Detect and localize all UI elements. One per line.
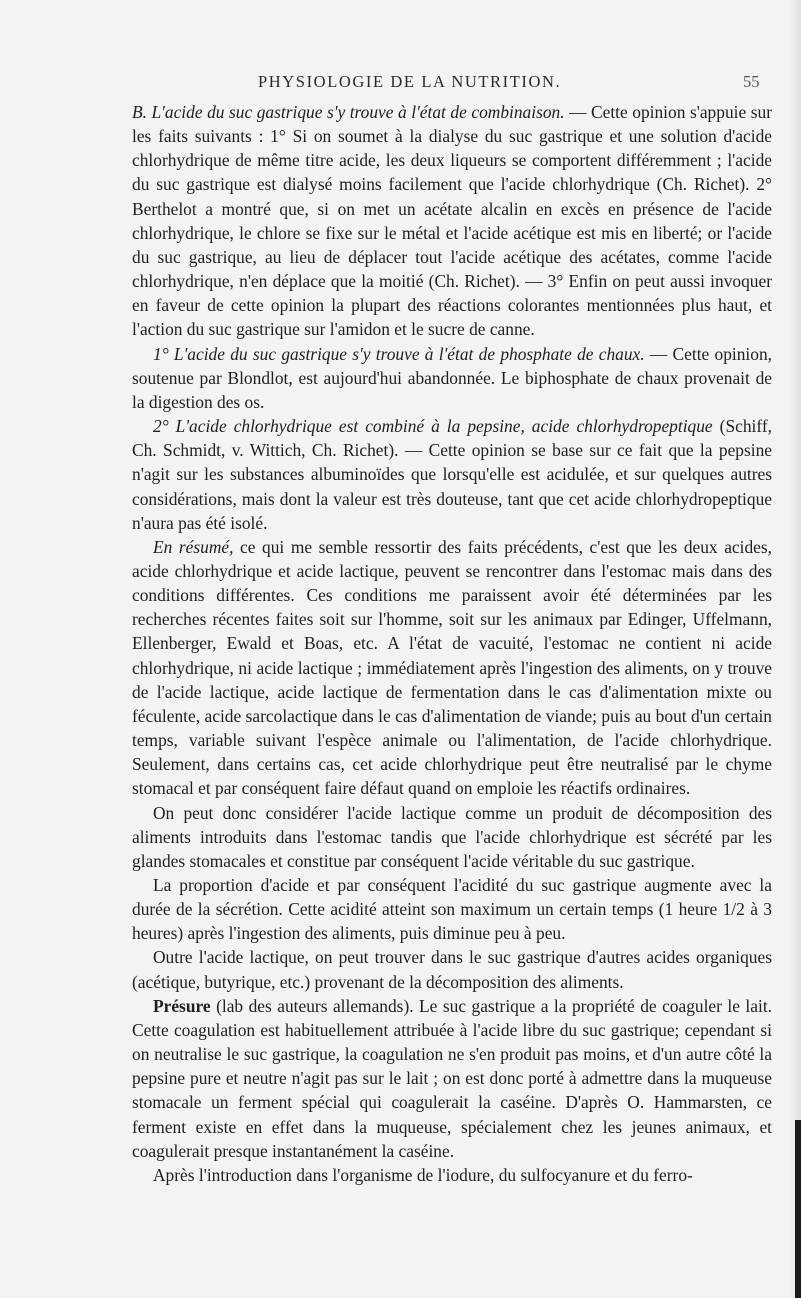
paragraph-text: ce qui me semble ressortir des faits précédents, c'est que les deux acides, acide chlorhydrique et acide lactique, peuvent se rencontrer dans l'estomac mais dans des conditions différentes. Ces conditions me paraissent avoir été déterminées par les recherches récentes faites soit sur l'homme, soit sur les animaux par Edinger, Uffelmann, Ellenberger, Ewald et Boas, etc. A l'état de vacuité, l'estomac ne contient ni acide chlorhydrique, ni acide lactique ; immédiatement après l'ingestion des aliments, on y trouve de l'acide lactique, acide lactique de fermentation dans le cas d'alimentation mixte ou féculente, acide sarcolactique dans le cas d'alimentation de viande; puis au bout d'un certain temps, variable suivant l'espèce animale ou l'alimentation, de l'acide chlorhydrique. Seulement, dans certains cas, cet acide chlorhydrique peut être neutralisé par le chyme stomacal et par conséquent faire défaut quand on emploie les réactifs ordinaires. [132,536,772,799]
page-header [0,72,801,98]
paragraph-text: — Cette opinion, soutenue par Blondlot, est aujourd'hui abandonnée. Le biphosphate de chaux provenait de la digestion des os. [132,343,772,412]
paragraph-text: (Schiff, Ch. Schmidt, v. Wittich, Ch. Richet). — Cette opinion se base sur ce fait que la pepsine n'agit sur les substances albuminoïdes que lorsqu'elle est acidulée, et sur quelques autres considérations, mais dont la valeur est très douteuse, tant que cet acide chlorhydropeptique n'aura pas été isolé. [132,416,772,533]
paragraph-lead: 1° L'acide du suc gastrique s'y trouve à l'état de phosphate de chaux. [153,343,645,364]
paragraph-text: La proportion d'acide et par conséquent l'acidité du suc gastrique augmente avec la durée de la sécrétion. Cette acidité atteint son maximum un certain temps (1 heure 1/2 à 3 heures) après l'ingestion des aliments, puis diminue peu à peu. [132,875,772,944]
paragraph-text: Outre l'acide lactique, on peut trouver dans le suc gastrique d'autres acides organiques (acétique, butyrique, etc.) provenant de la décomposition des aliments. [132,947,772,992]
paragraph-lead: En résumé, [153,536,234,557]
paragraph-phosphate-de-chaux [132,342,772,414]
paragraph-acide-lactique-decomposition [132,801,772,873]
paragraph-text: Après l'introduction dans l'organisme de l'iodure, du sulfocyanure et du ferro- [153,1164,693,1185]
paragraph-acide-chlorhydropeptique [132,414,772,535]
paragraph-proportion-acide [132,873,772,945]
page-edge-shadow [789,0,801,1298]
page-number: 55 [743,72,760,91]
paragraph-acide-combinaison [132,100,772,342]
paragraph-text: — Cette opinion s'appuie sur les faits suivants : 1° Si on soumet à la dialyse du suc gastrique et une solution d'acide chlorhydrique de même titre acide, les deux liqueurs se comportent différemment ; l'acide du suc gastrique est dialysé moins facilement que l'acide chlorhydrique (Ch. Richet). 2° Berthelot a montré que, si on met un acétate alcalin en excès en présence de l'acide chlorhydrique, le chlore se fixe sur le métal et l'acide acétique est mis en liberté; or l'acide du suc gastrique, au lieu de déplacer tout l'acide acétique des acétates, comme l'acide chlorhydrique, n'en déplace que la moitié (Ch. Richet). — 3° Enfin on peut aussi invoquer en faveur de cette opinion la plupart des réactions colorantes mentionnées plus haut, et l'action du suc gastrique sur l'amidon et le sucre de canne. [132,102,772,340]
paragraph-text: (lab des auteurs allemands). Le suc gastrique a la propriété de coaguler le lait. Cette coagulation est habituellement attribuée à l'acide libre du suc gastrique; cependant si on neutralise le suc gastrique, la coagulation ne s'en produit pas moins, et d'un autre côté la pepsine pure et neutre n'agit pas sur le lait ; on est donc porté à admettre dans la muqueuse stomacale un ferment spécial qui coagulerait la caséine. D'après O. Hammarsten, ce ferment existe en effet dans la muqueuse, spécialement chez les jeunes animaux, et coagulerait presque instantanément la caséine. [132,995,772,1161]
paragraph-iodure [132,1163,772,1187]
running-title: PHYSIOLOGIE DE LA NUTRITION. [258,72,562,91]
paragraph-lead: B. L'acide du suc gastrique s'y trouve à l'état de combinaison. [132,102,565,122]
paragraph-bold-lead: Présure [153,995,211,1016]
paragraph-text: On peut donc considérer l'acide lactique comme un produit de décomposition des aliments introduits dans l'estomac tandis que l'acide chlorhydrique est sécrété par les glandes stomacales et constitue par conséquent l'acide véritable du suc gastrique. [132,802,772,871]
paragraph-lead: 2° L'acide chlorhydrique est combiné à la pepsine, acide chlorhydropeptique [153,416,713,437]
body-text [132,100,772,1187]
paragraph-presure [132,994,772,1163]
page-edge-mark [795,1120,801,1298]
paragraph-autres-acides [132,945,772,993]
paragraph-en-resume [132,535,772,801]
